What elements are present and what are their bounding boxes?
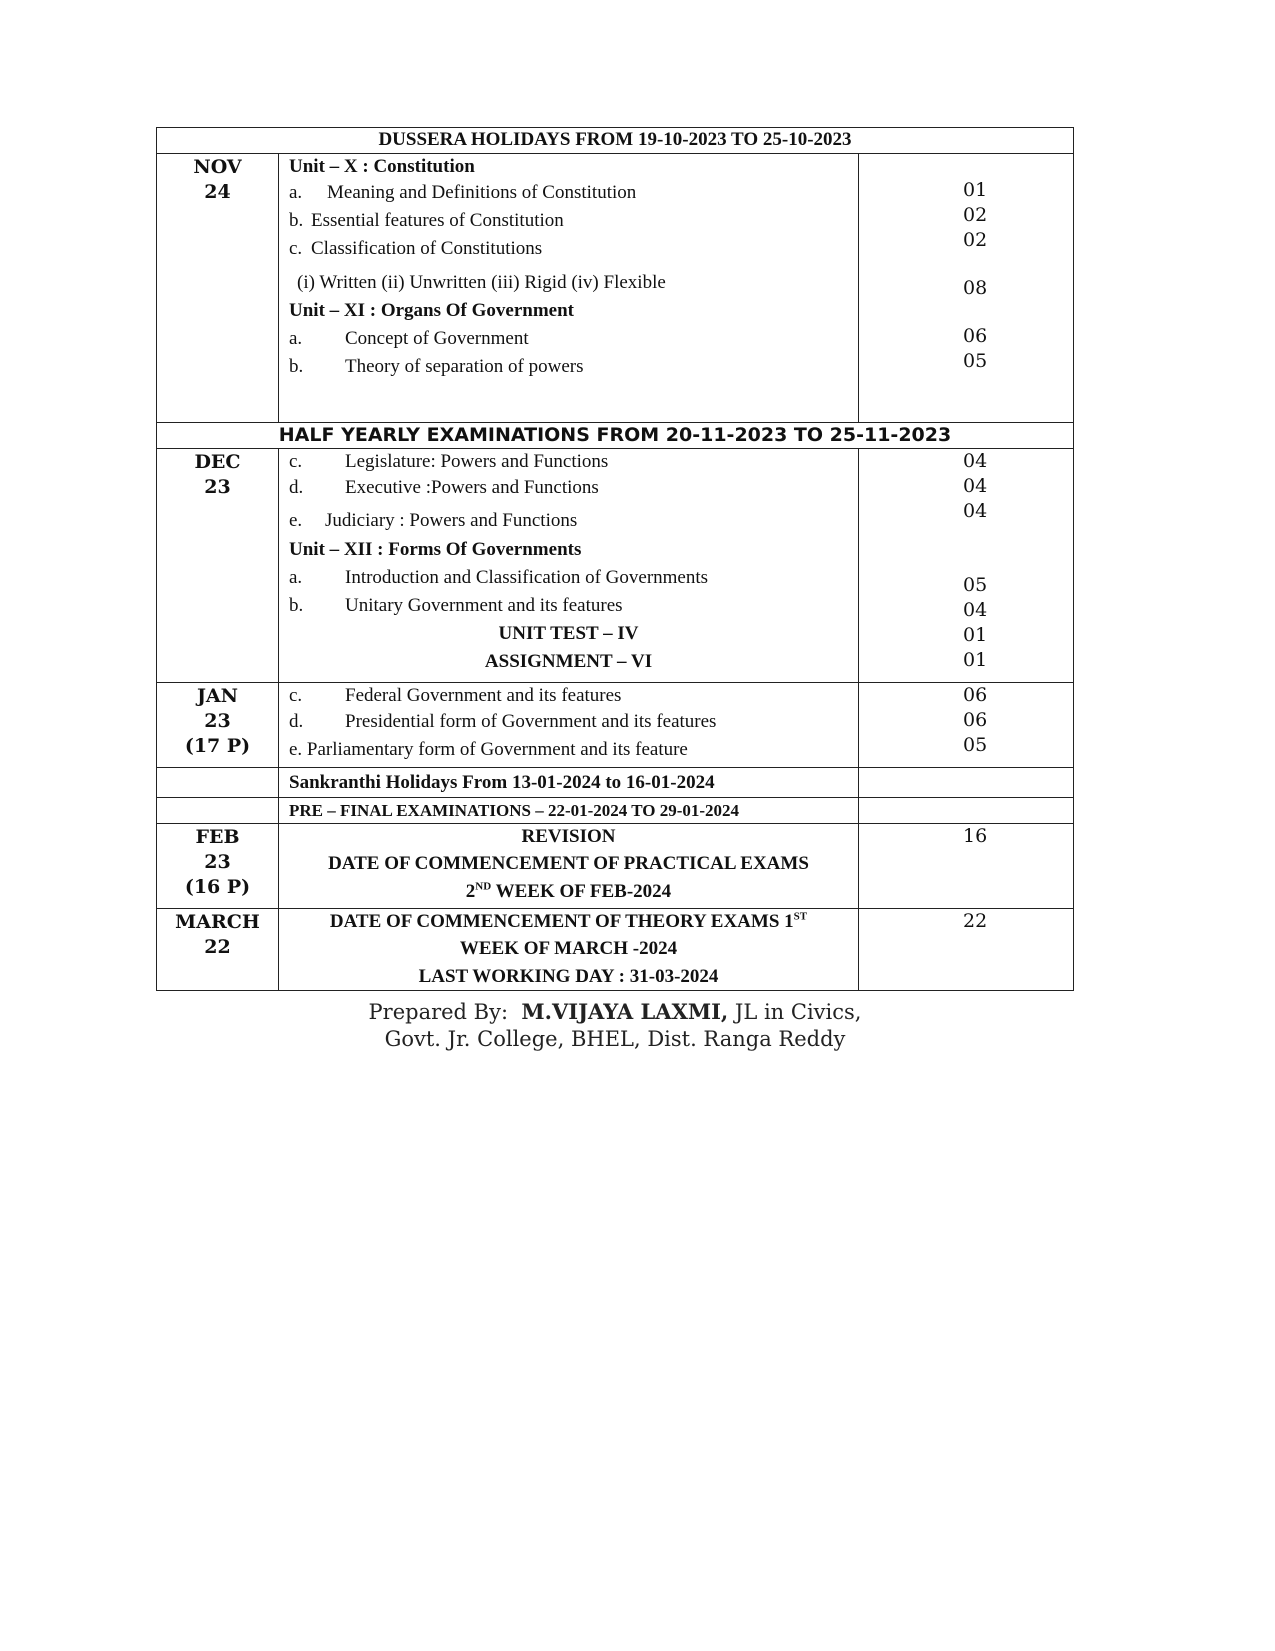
period-value: 02 — [963, 204, 988, 226]
feb-row — [157, 823, 1073, 908]
unit-xii-title: Unit – XII : Forms Of Governments — [289, 539, 582, 560]
practical-week-line: 2ND WEEK OF FEB-2024 — [465, 880, 672, 902]
topic-line: b. Theory of separation of powers — [289, 356, 584, 377]
period-value: 06 — [963, 709, 988, 731]
topic-line: b. Essential features of Constitution — [289, 210, 564, 231]
topic-line: a. Meaning and Definitions of Constitution — [289, 182, 637, 203]
jan-row — [157, 682, 1073, 767]
practical-exams-line: DATE OF COMMENCEMENT OF PRACTICAL EXAMS — [328, 853, 809, 874]
period-value: 01 — [963, 624, 988, 646]
topic-line: d. Executive :Powers and Functions — [289, 477, 599, 498]
period-value: 04 — [963, 450, 988, 472]
pre-final-row — [157, 797, 1073, 823]
revision-label: REVISION — [521, 826, 616, 847]
dec-month-cell: DEC 23 — [157, 449, 279, 682]
unit-test-label: UNIT TEST – IV — [498, 623, 639, 644]
sankranthi-row — [157, 767, 1073, 797]
march-row — [157, 908, 1073, 990]
period-value: 05 — [963, 574, 988, 596]
topic-line: a. Introduction and Classification of Governments — [289, 567, 709, 588]
prepared-by-footer — [156, 998, 1074, 1053]
march-periods-cell — [859, 909, 1073, 990]
feb-periods-cell — [859, 824, 1073, 908]
topic-line: c. Legislature: Powers and Functions — [289, 451, 609, 472]
jan-periods-cell — [859, 683, 1073, 767]
topic-line: e. Judiciary : Powers and Functions — [289, 510, 578, 531]
period-value: 05 — [963, 734, 988, 756]
assignment-label: ASSIGNMENT – VI — [484, 651, 653, 672]
march-topics-cell — [279, 909, 859, 990]
period-value: 16 — [963, 825, 988, 847]
jan-month-cell: JAN 23 (17 P) — [157, 683, 279, 767]
period-value: 04 — [963, 500, 988, 522]
topic-line: e. Parliamentary form of Government and its feature — [289, 739, 688, 760]
topic-line: d. Presidential form of Government and its features — [289, 711, 717, 732]
period-value: 06 — [963, 325, 988, 347]
feb-topics-cell — [279, 824, 859, 908]
unit-xi-title: Unit – XI : Organs Of Government — [289, 300, 574, 321]
theory-week-line: WEEK OF MARCH -2024 — [459, 938, 678, 959]
topic-line: b. Unitary Government and its features — [289, 595, 623, 616]
period-value: 01 — [963, 179, 988, 201]
period-value: 02 — [963, 229, 988, 251]
period-value: 06 — [963, 684, 988, 706]
jan-topics-cell — [279, 683, 859, 767]
period-value: 08 — [963, 277, 988, 299]
unit-x-title: Unit – X : Constitution — [289, 156, 475, 177]
march-month-cell: MARCH 22 — [157, 909, 279, 990]
topic-line: a. Concept of Government — [289, 328, 529, 349]
classification-subline: (i) Written (ii) Unwritten (iii) Rigid (iv) Flexible — [297, 272, 666, 293]
nov-topics-cell — [279, 154, 859, 422]
college-line: Govt. Jr. College, BHEL, Dist. Ranga Reddy — [384, 1027, 846, 1051]
sankranthi-holidays: Sankranthi Holidays From 13-01-2024 to 16-01-2024 — [289, 772, 715, 793]
half-yearly-banner: HALF YEARLY EXAMINATIONS FROM 20-11-2023 TO 25-11-2023 — [157, 422, 1073, 448]
dec-topics-cell — [279, 449, 859, 682]
feb-month-cell: FEB 23 (16 P) — [157, 824, 279, 908]
nov-row — [157, 153, 1073, 422]
nov-periods-cell — [859, 154, 1073, 422]
nov-month-cell: NOV 24 — [157, 154, 279, 422]
dec-row — [157, 448, 1073, 682]
theory-exams-line: DATE OF COMMENCEMENT OF THEORY EXAMS 1ST — [329, 910, 808, 932]
period-value: 04 — [963, 475, 988, 497]
dussera-holidays-banner: DUSSERA HOLIDAYS FROM 19-10-2023 TO 25-10-2023 — [378, 129, 852, 150]
period-value: 22 — [963, 910, 988, 932]
dec-periods-cell — [859, 449, 1073, 682]
period-value: 04 — [963, 599, 988, 621]
prepared-by-line: Prepared By: M.VIJAYA LAXMI, JL in Civics, — [368, 999, 862, 1024]
topic-line: c. Federal Government and its features — [289, 685, 622, 706]
pre-final-exams: PRE – FINAL EXAMINATIONS – 22-01-2024 TO 29-01-2024 — [289, 801, 740, 820]
syllabus-table — [156, 127, 1074, 991]
last-working-day: LAST WORKING DAY : 31-03-2024 — [418, 966, 719, 987]
author-name: M.VIJAYA LAXMI, — [521, 999, 729, 1024]
period-value: 01 — [963, 649, 988, 671]
period-value: 05 — [963, 350, 988, 372]
topic-line: c. Classification of Constitutions — [289, 238, 543, 259]
